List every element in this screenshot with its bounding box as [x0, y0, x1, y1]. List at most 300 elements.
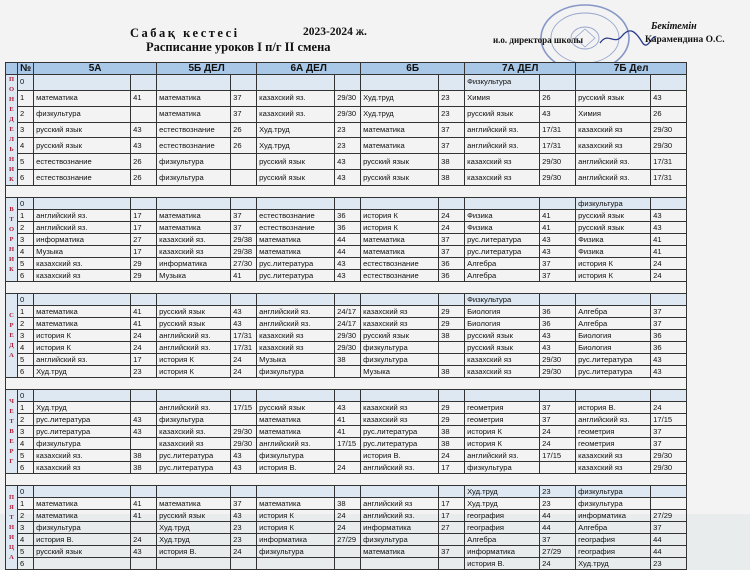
subject-cell: Худ.труд	[157, 522, 231, 534]
lesson-number: 0	[18, 198, 34, 210]
subject-cell: английский яз.	[34, 210, 131, 222]
room-cell	[651, 75, 687, 91]
lesson-number: 2	[18, 510, 34, 522]
room-cell: 36	[439, 258, 465, 270]
room-cell: 23	[651, 558, 687, 570]
room-cell: 44	[335, 234, 361, 246]
subject-cell: английский яз.	[576, 170, 651, 186]
subject-cell: геометрия	[465, 414, 540, 426]
room-cell: 23	[540, 498, 576, 510]
subject-cell: рус.литература	[576, 366, 651, 378]
subject-cell	[361, 75, 439, 91]
subject-cell	[257, 198, 335, 210]
room-cell: 24	[131, 534, 157, 546]
lesson-row	[6, 246, 687, 258]
subject-cell: Музыка	[157, 270, 231, 282]
room-cell: 24	[540, 426, 576, 438]
room-cell	[131, 486, 157, 498]
lesson-row	[6, 390, 687, 402]
subject-cell: Биология	[576, 330, 651, 342]
room-cell	[335, 546, 361, 558]
lesson-number: 4	[18, 138, 34, 154]
header-corner	[6, 63, 18, 75]
subject-cell	[34, 198, 131, 210]
room-cell: 29/30	[651, 138, 687, 154]
subject-cell: математика	[361, 546, 439, 558]
subject-cell: Биология	[465, 318, 540, 330]
room-cell: 26	[651, 106, 687, 122]
room-cell: 24	[231, 354, 257, 366]
subject-cell: Физика	[576, 246, 651, 258]
room-cell: 17/31	[651, 170, 687, 186]
room-cell: 17	[131, 210, 157, 222]
room-cell: 17	[439, 498, 465, 510]
room-cell: 29/30	[540, 170, 576, 186]
room-cell: 17/31	[231, 330, 257, 342]
subject-cell: математика	[157, 106, 231, 122]
subject-cell: русский язык	[465, 106, 540, 122]
lesson-row	[6, 294, 687, 306]
lesson-number: 6	[18, 366, 34, 378]
room-cell: 43	[231, 306, 257, 318]
subject-cell: Биология	[576, 342, 651, 354]
subject-cell: информатика	[257, 534, 335, 546]
subject-cell: русский язык	[576, 222, 651, 234]
room-cell: 29	[439, 402, 465, 414]
lesson-row	[6, 318, 687, 330]
room-cell: 43	[131, 546, 157, 558]
subject-cell	[34, 558, 131, 570]
lesson-number: 0	[18, 390, 34, 402]
room-cell: 26	[231, 122, 257, 138]
subject-cell: рус.литература	[361, 438, 439, 450]
lesson-row	[6, 426, 687, 438]
subject-cell	[257, 486, 335, 498]
subject-cell: русский язык	[34, 546, 131, 558]
subject-cell: история В.	[157, 546, 231, 558]
lesson-row	[6, 75, 687, 91]
room-cell: 29	[131, 258, 157, 270]
subject-cell: информатика	[465, 546, 540, 558]
subject-cell: физкультура	[465, 462, 540, 474]
lesson-number: 3	[18, 426, 34, 438]
room-cell: 37	[231, 498, 257, 510]
room-cell: 37	[540, 414, 576, 426]
subject-cell: казахский яз.	[257, 90, 335, 106]
lesson-row	[6, 306, 687, 318]
subject-cell: математика	[157, 498, 231, 510]
subject-cell: казахский яз	[257, 342, 335, 354]
subject-cell: английский яз.	[576, 154, 651, 170]
lesson-row	[6, 510, 687, 522]
room-cell: 37	[540, 270, 576, 282]
subject-cell	[157, 486, 231, 498]
subject-cell	[465, 390, 540, 402]
subject-cell: казахский яз.	[157, 426, 231, 438]
subject-cell: естествознание	[34, 170, 131, 186]
room-cell: 41	[335, 426, 361, 438]
subject-cell: география	[465, 522, 540, 534]
room-cell	[439, 534, 465, 546]
subject-cell: Худ.труд	[157, 534, 231, 546]
subject-cell: история К	[34, 342, 131, 354]
subject-cell: математика	[34, 510, 131, 522]
subject-cell	[257, 75, 335, 91]
subject-cell: информатика	[34, 234, 131, 246]
room-cell: 43	[651, 354, 687, 366]
room-cell	[335, 366, 361, 378]
day-label: В Т О Р Н И К	[6, 198, 18, 282]
subject-cell: физкультура	[257, 366, 335, 378]
room-cell: 23	[231, 522, 257, 534]
lesson-number: 1	[18, 210, 34, 222]
lesson-number: 1	[18, 498, 34, 510]
room-cell	[131, 390, 157, 402]
room-cell: 24	[540, 558, 576, 570]
room-cell: 43	[335, 402, 361, 414]
room-cell: 26	[131, 154, 157, 170]
room-cell: 43	[540, 330, 576, 342]
subject-cell: физкультура	[361, 354, 439, 366]
room-cell: 41	[231, 270, 257, 282]
room-cell: 43	[231, 462, 257, 474]
subject-cell	[257, 558, 335, 570]
subject-cell: физкультура	[34, 522, 131, 534]
room-cell: 29/30	[335, 106, 361, 122]
room-cell: 29/30	[231, 426, 257, 438]
lesson-number: 0	[18, 294, 34, 306]
subject-cell: естествознание	[361, 270, 439, 282]
room-cell: 44	[540, 522, 576, 534]
room-cell: 24/17	[335, 306, 361, 318]
subject-cell: русский язык	[361, 154, 439, 170]
room-cell	[439, 198, 465, 210]
room-cell	[131, 106, 157, 122]
lesson-number: 4	[18, 342, 34, 354]
subject-cell: английский яз.	[157, 342, 231, 354]
lesson-number: 1	[18, 402, 34, 414]
subject-cell: Алгебра	[465, 258, 540, 270]
room-cell: 37	[439, 546, 465, 558]
header-class-2: 5Б ДЕЛ	[157, 63, 257, 75]
lesson-row	[6, 414, 687, 426]
subject-cell: естествознание	[257, 222, 335, 234]
room-cell: 41	[131, 306, 157, 318]
room-cell: 38	[335, 498, 361, 510]
subject-cell: география	[576, 534, 651, 546]
lesson-number: 3	[18, 330, 34, 342]
subject-cell: казахский яз.	[157, 234, 231, 246]
subtitle: Расписание уроков I п/г II смена	[146, 40, 331, 54]
room-cell	[540, 294, 576, 306]
subject-cell	[257, 294, 335, 306]
room-cell: 29/30	[651, 122, 687, 138]
lesson-row	[6, 170, 687, 186]
room-cell: 23	[231, 534, 257, 546]
subject-cell	[361, 390, 439, 402]
subject-cell: Физика	[576, 234, 651, 246]
subject-cell: история К	[361, 210, 439, 222]
lesson-row	[6, 198, 687, 210]
room-cell	[335, 390, 361, 402]
subject-cell: английский яз.	[465, 450, 540, 462]
subject-cell: история В.	[361, 450, 439, 462]
lesson-row	[6, 342, 687, 354]
lesson-number: 0	[18, 75, 34, 91]
room-cell: 27/30	[231, 258, 257, 270]
subject-cell	[34, 486, 131, 498]
room-cell	[540, 390, 576, 402]
subject-cell: русский язык	[361, 170, 439, 186]
lesson-row	[6, 354, 687, 366]
subject-cell: Музыка	[257, 354, 335, 366]
title: Сабақ кестесі	[130, 26, 240, 40]
subject-cell: казахский яз	[465, 154, 540, 170]
header-row	[6, 63, 687, 75]
room-cell: 29	[439, 414, 465, 426]
subject-cell: физкультура	[361, 534, 439, 546]
subject-cell	[34, 294, 131, 306]
room-cell	[231, 558, 257, 570]
room-cell	[131, 558, 157, 570]
room-cell: 29/30	[335, 90, 361, 106]
lesson-number: 5	[18, 154, 34, 170]
room-cell: 37	[439, 122, 465, 138]
school-year: 2023-2024 ж.	[303, 26, 367, 38]
room-cell: 43	[651, 210, 687, 222]
room-cell: 44	[335, 246, 361, 258]
subject-cell: физкультура	[34, 438, 131, 450]
subject-cell	[361, 558, 439, 570]
subject-cell	[576, 75, 651, 91]
subject-cell: казахский яз	[34, 462, 131, 474]
subject-cell: русский язык	[576, 210, 651, 222]
subject-cell: казахский яз	[157, 246, 231, 258]
room-cell	[335, 198, 361, 210]
room-cell: 27	[131, 234, 157, 246]
subject-cell: физкультура	[157, 154, 231, 170]
room-cell	[131, 75, 157, 91]
room-cell: 29/30	[335, 330, 361, 342]
room-cell: 29	[439, 306, 465, 318]
subject-cell: история К	[576, 270, 651, 282]
subject-cell: физкультура	[157, 170, 231, 186]
room-cell	[131, 198, 157, 210]
room-cell	[439, 342, 465, 354]
header-class-4: 6Б	[361, 63, 465, 75]
room-cell	[540, 198, 576, 210]
room-cell: 37	[231, 106, 257, 122]
subject-cell: Худ.труд	[576, 558, 651, 570]
room-cell: 29/30	[540, 154, 576, 170]
subject-cell	[361, 486, 439, 498]
room-cell	[335, 75, 361, 91]
lesson-row	[6, 154, 687, 170]
subject-cell: история К	[361, 222, 439, 234]
subject-cell: казахский яз	[576, 122, 651, 138]
room-cell: 44	[540, 510, 576, 522]
subject-cell: английский яз.	[257, 306, 335, 318]
room-cell: 36	[335, 210, 361, 222]
room-cell: 24	[439, 210, 465, 222]
header-class-6: 7Б Дел	[576, 63, 687, 75]
subject-cell: физкультура	[257, 450, 335, 462]
subject-cell: Алгебра	[576, 318, 651, 330]
subject-cell: Физкультура	[465, 75, 540, 91]
room-cell: 41	[131, 318, 157, 330]
lesson-number: 6	[18, 462, 34, 474]
lesson-row	[6, 450, 687, 462]
subject-cell: казахский яз	[465, 170, 540, 186]
subject-cell	[361, 294, 439, 306]
lesson-row	[6, 106, 687, 122]
subject-cell: Худ.труд	[361, 90, 439, 106]
subject-cell: Химия	[576, 106, 651, 122]
subject-cell: английский яз.	[257, 318, 335, 330]
room-cell	[439, 558, 465, 570]
room-cell: 41	[651, 246, 687, 258]
room-cell: 29/30	[540, 366, 576, 378]
separator-cell	[6, 186, 687, 198]
room-cell: 37	[231, 222, 257, 234]
room-cell: 23	[540, 486, 576, 498]
room-cell	[439, 486, 465, 498]
subject-cell: география	[576, 546, 651, 558]
subject-cell: Биология	[465, 306, 540, 318]
subject-cell: история В.	[257, 462, 335, 474]
subject-cell: английский яз.	[34, 354, 131, 366]
lesson-row	[6, 522, 687, 534]
room-cell: 17/31	[540, 138, 576, 154]
subject-cell	[34, 390, 131, 402]
subject-cell: казахский яз	[465, 354, 540, 366]
subject-cell: математика	[157, 90, 231, 106]
subject-cell: математика	[257, 234, 335, 246]
room-cell: 23	[439, 106, 465, 122]
subject-cell: физкультура	[34, 106, 131, 122]
room-cell: 24	[651, 402, 687, 414]
subject-cell: рус.литература	[576, 354, 651, 366]
room-cell: 26	[540, 90, 576, 106]
room-cell: 43	[540, 246, 576, 258]
lesson-row	[6, 270, 687, 282]
room-cell: 24	[439, 450, 465, 462]
lesson-number: 5	[18, 354, 34, 366]
subject-cell: Алгебра	[465, 270, 540, 282]
subject-cell: казахский яз	[361, 306, 439, 318]
room-cell: 43	[540, 106, 576, 122]
room-cell: 27/29	[651, 510, 687, 522]
subject-cell: история К	[576, 258, 651, 270]
room-cell: 17/15	[335, 438, 361, 450]
subject-cell: Худ.труд	[465, 498, 540, 510]
subject-cell: история В.	[34, 534, 131, 546]
room-cell: 38	[439, 366, 465, 378]
subject-cell: математика	[157, 210, 231, 222]
room-cell: 17	[439, 510, 465, 522]
subject-cell: Музыка	[34, 246, 131, 258]
room-cell: 24	[651, 270, 687, 282]
room-cell: 24	[231, 366, 257, 378]
subject-cell: история К	[257, 522, 335, 534]
subject-cell: русский язык	[34, 138, 131, 154]
lesson-number: 6	[18, 270, 34, 282]
room-cell: 24	[131, 342, 157, 354]
room-cell: 37	[540, 402, 576, 414]
room-cell: 38	[439, 154, 465, 170]
room-cell: 27	[439, 522, 465, 534]
room-cell	[131, 402, 157, 414]
subject-cell: русский язык	[257, 154, 335, 170]
subject-cell: Физика	[465, 222, 540, 234]
room-cell: 26	[131, 170, 157, 186]
subject-cell: рус.литература	[465, 234, 540, 246]
subject-cell: рус.литература	[157, 450, 231, 462]
subject-cell: русский язык	[157, 318, 231, 330]
room-cell: 23	[335, 122, 361, 138]
subject-cell: Физкультура	[465, 294, 540, 306]
room-cell: 17	[439, 462, 465, 474]
room-cell: 29/30	[335, 342, 361, 354]
room-cell: 41	[131, 90, 157, 106]
room-cell	[231, 414, 257, 426]
subject-cell	[361, 198, 439, 210]
room-cell: 43	[131, 414, 157, 426]
room-cell: 17/15	[651, 414, 687, 426]
lesson-number: 2	[18, 318, 34, 330]
room-cell	[131, 438, 157, 450]
room-cell: 37	[439, 246, 465, 258]
lesson-row	[6, 366, 687, 378]
subject-cell: рус.литература	[257, 258, 335, 270]
lesson-number: 1	[18, 306, 34, 318]
lesson-number: 1	[18, 90, 34, 106]
room-cell: 37	[231, 210, 257, 222]
room-cell	[651, 294, 687, 306]
room-cell	[335, 450, 361, 462]
subject-cell: физкультура	[576, 486, 651, 498]
day-label: П О Н Е Д Е Л Ь Н И К	[6, 75, 18, 186]
subject-cell: математика	[34, 90, 131, 106]
room-cell: 17/31	[651, 154, 687, 170]
subject-cell: естествознание	[157, 138, 231, 154]
room-cell	[231, 154, 257, 170]
room-cell: 38	[335, 354, 361, 366]
room-cell: 24	[540, 438, 576, 450]
subject-cell: рус.литература	[465, 246, 540, 258]
room-cell: 24/17	[335, 318, 361, 330]
room-cell: 38	[439, 170, 465, 186]
day-separator	[6, 282, 687, 294]
subject-cell: английский яз	[361, 498, 439, 510]
room-cell: 17/31	[231, 342, 257, 354]
lesson-row	[6, 122, 687, 138]
header-class-3: 6А ДЕЛ	[257, 63, 361, 75]
room-cell: 41	[540, 210, 576, 222]
subject-cell: Худ.труд	[361, 106, 439, 122]
room-cell: 43	[131, 138, 157, 154]
room-cell: 36	[540, 318, 576, 330]
room-cell	[335, 294, 361, 306]
subject-cell: Алгебра	[576, 522, 651, 534]
room-cell	[439, 354, 465, 366]
subject-cell: математика	[361, 138, 439, 154]
room-cell: 26	[231, 138, 257, 154]
subject-cell: история К	[34, 330, 131, 342]
lesson-number: 5	[18, 546, 34, 558]
subject-cell: рус.литература	[157, 462, 231, 474]
subject-cell: физкультура	[361, 342, 439, 354]
